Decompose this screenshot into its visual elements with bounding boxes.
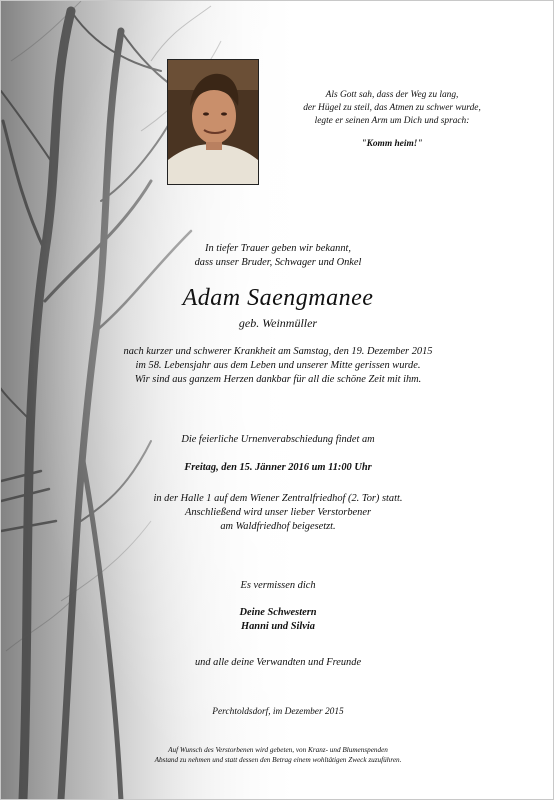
intro-line: dass unser Bruder, Schwager und Onkel [194,257,362,268]
poem-line: der Hügel zu steil, das Atmen zu schwer wurde, [303,103,481,113]
poem [269,89,515,151]
location-line: Anschließend wird unser lieber Verstorbener [184,507,372,518]
portrait-photo [167,59,259,185]
ceremony-location [1,492,554,534]
donation-note [1,745,554,765]
announcement-text [1,345,554,387]
location-line: am Waldfriedhof beigesetzt. [220,521,336,532]
note-line: Abstand zu nehmen und statt dessen den Betrag einem wohltätigen Zweck zuzuführen. [154,756,402,764]
mourners-heading: Es vermissen dich [240,580,316,591]
poem-quote: "Komm heim!" [361,139,423,149]
ceremony-heading: Die feierliche Urnenverabschiedung findet am [181,434,375,445]
poem-line: Als Gott sah, dass der Weg zu lang, [325,90,459,100]
location-line: in der Halle 1 auf dem Wiener Zentralfriedhof (2. Tor) statt. [153,493,403,504]
family-names [1,606,554,634]
announcement-line: Wir sind aus ganzem Herzen dankbar für all die schöne Zeit mit ihm. [134,374,422,385]
intro-line: In tiefer Trauer geben wir bekannt, [204,243,352,254]
deceased-name: Adam Saengmanee [182,285,374,311]
poem-line: legte er seinen Arm um Dich und sprach: [314,116,470,126]
announcement-line: nach kurzer und schwerer Krankheit am Samstag, den 19. Dezember 2015 [123,346,433,357]
ceremony-date: Freitag, den 15. Jänner 2016 um 11:00 Uhr [184,462,372,473]
intro-text [1,242,554,270]
family-line: Hanni und Silvia [241,621,315,632]
other-mourners: und alle deine Verwandten und Freunde [194,657,362,668]
note-line: Auf Wunsch des Verstorbenen wird gebeten, von Kranz- und Blumenspenden [168,746,388,754]
announcement-line: im 58. Lebensjahr aus dem Leben und unserer Mitte gerissen wurde. [135,360,421,371]
birth-name: geb. Weinmüller [238,316,318,330]
family-line: Deine Schwestern [239,607,317,618]
place-date: Perchtoldsdorf, im Dezember 2015 [212,707,344,717]
